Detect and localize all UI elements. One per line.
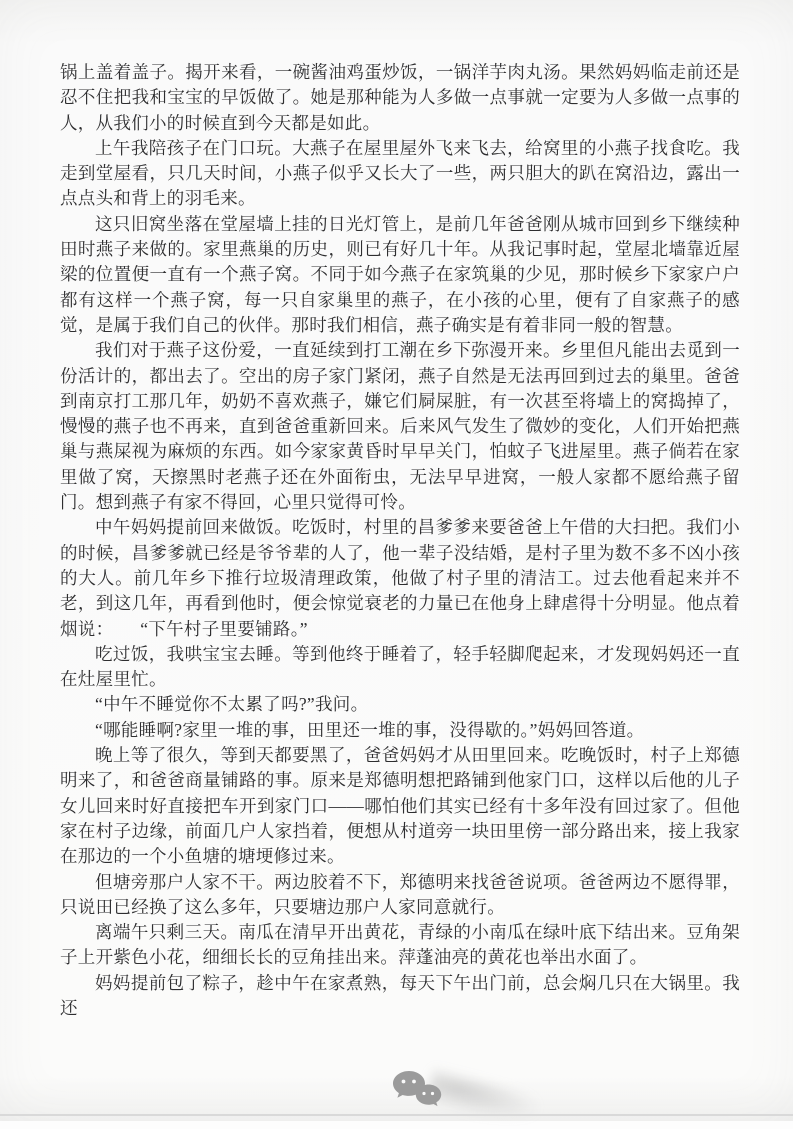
watermark-shadow (426, 1069, 541, 1129)
page-bottom-divider (0, 1114, 793, 1116)
paragraph: 中午妈妈提前回来做饭。吃饭时，村里的昌爹爹来要爸爸上午借的大扫把。我们小的时候，昌爹爹就已经是爷爷辈的人了，他一辈子没结婚，是村子里为数不多不凶小孩的大人。前几年乡下推行垃圾清理政策，他做了村子里的清洁工。过去他看起来并不老，到这几年，再看到他时，便会惊觉衰老的力量已在他身上肆虐得十分明显。他点着烟说： “下午村子里要铺路。” (60, 517, 740, 639)
paragraph: 这只旧窝坐落在堂屋墙上挂的日光灯管上，是前几年爸爸刚从城市回到乡下继续种田时燕子来做的。家里燕巢的历史，则已有好几十年。从我记事时起，堂屋北墙靠近屋梁的位置便一直有一个燕子窝。不同于如今燕子在家筑巢的少见，那时候乡下家家户户都有这样一个燕子窝，每一只自家巢里的燕子，在小孩的心里，便有了自家燕子的感觉，是属于我们自己的伙伴。那时我们相信，燕子确实是有着非同一般的智慧。 (60, 213, 740, 335)
paragraph: 但塘旁那户人家不干。两边胶着不下，郑德明来找爸爸说项。爸爸两边不愿得罪，只说田已经换了这么多年，只要塘边那户人家同意就行。 (60, 871, 740, 917)
paragraph: 妈妈提前包了粽子，趁中午在家煮熟，每天下午出门前，总会焖几只在大锅里。我还 (60, 972, 740, 1018)
paragraph: 我们对于燕子这份爱，一直延续到打工潮在乡下弥漫开来。乡里但凡能出去觅到一份活计的，都出去了。空出的房子家门紧闭，燕子自然是无法再回到过去的巢里。爸爸到南京打工那几年，奶奶不喜欢燕子，嫌它们屙屎脏，有一次甚至将墙上的窝捣掉了，慢慢的燕子也不再来，直到爸爸重新回来。后来风气发生了微妙的变化，人们开始把燕巢与燕屎视为麻烦的东西。如今家家黄昏时早早关门，怕蚊子飞进屋里。燕子倘若在家里做了窝，天擦黑时老燕子还在外面衔虫，无法早早进窝，一般人家都不愿给燕子留门。想到燕子有家不得回，心里只觉得可怜。 (60, 340, 740, 513)
paragraph: 锅上盖着盖子。揭开来看，一碗酱油鸡蛋炒饭，一锅洋芋肉丸汤。果然妈妈临走前还是忍不住把我和宝宝的早饭做了。她是那种能为人多做一点事就一定要为人多做一点事的人，从我们小的时候直到今天都是如此。 (60, 62, 740, 133)
paragraph: 离端午只剩三天。南瓜在清早开出黄花，青绿的小南瓜在绿叶底下结出来。豆角架子上开紫色小花，细细长长的豆角挂出来。萍蓬油亮的黄花也举出水面了。 (60, 922, 740, 968)
wechat-icon (392, 1070, 442, 1110)
paragraph: 晚上等了很久，等到天都要黑了，爸爸妈妈才从田里回来。吃晚饭时，村子上郑德明来了，和爸爸商量铺路的事。原来是郑德明想把路铺到他家门口，这样以后他的儿子女儿回来时好直接把车开到家门口——哪怕他们其实已经有十多年没有回过家了。但他家在村子边缘，前面几户人家挡着，便想从村道旁一块田里傍一部分路出来，接上我家在那边的一个小鱼塘的塘埂修过来。 (60, 745, 740, 867)
paragraph: 上午我陪孩子在门口玩。大燕子在屋里屋外飞来飞去，给窝里的小燕子找食吃。我走到堂屋看，只几天时间，小燕子似乎又长大了一些，两只胆大的趴在窝沿边，露出一点点头和背上的羽毛来。 (60, 137, 740, 209)
paragraph: “中午不睡觉你不太累了吗?”我问。 (95, 694, 369, 715)
document-text (60, 60, 740, 1021)
paragraph: 吃过饭，我哄宝宝去睡。等到他终于睡着了，轻手轻脚爬起来，才发现妈妈还一直在灶屋里忙。 (60, 643, 740, 690)
paragraph: “哪能睡啊?家里一堆的事，田里还一堆的事，没得歇的。”妈妈回答道。 (95, 719, 645, 740)
